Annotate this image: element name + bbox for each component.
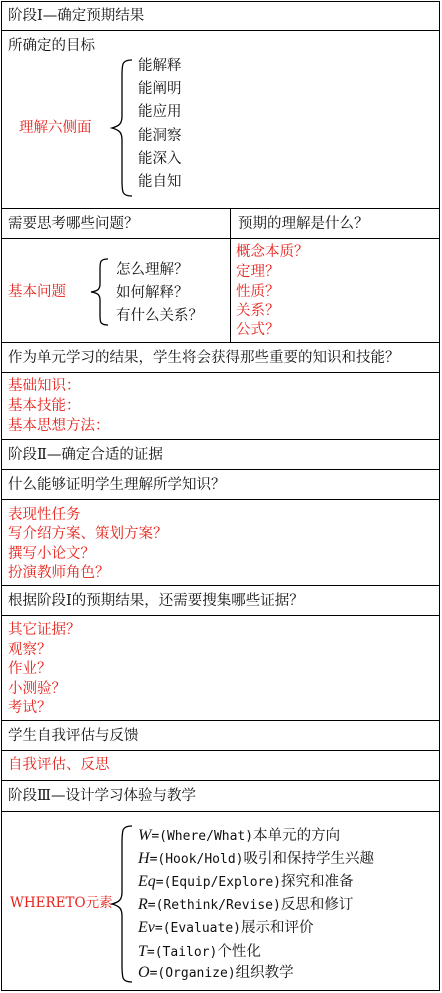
- understanding-item: 概念本质？: [236, 244, 309, 260]
- facet-item: 能深入: [138, 151, 182, 167]
- whereto-row: [2, 812, 439, 990]
- evidence-header: 根据阶段Ⅰ的预期结果，还需要搜集哪些证据？: [8, 593, 304, 609]
- performance-item: 撰写小论文？: [8, 546, 95, 562]
- other-evidence-item: 其它证据？: [8, 622, 81, 638]
- knowledge-item: 基本技能：: [8, 398, 81, 414]
- knowledge-item: 基础知识：: [8, 378, 81, 394]
- facet-item: 能自知: [138, 174, 182, 190]
- stage3-title-row: [2, 781, 439, 812]
- other-evidence-row: [2, 616, 439, 721]
- self-header: 学生自我评估与反馈: [8, 728, 139, 744]
- whereto-item-t: T=(Tailor)个性化: [138, 943, 261, 960]
- whereto-item-w: W=(Where/What)本单元的方向: [138, 827, 341, 844]
- self-header-row: [2, 721, 439, 751]
- performance-row: [2, 500, 439, 586]
- knowledge-items-row: [2, 373, 439, 440]
- performance-item: 表现性任务: [8, 507, 81, 523]
- whereto-item-h: H=(Hook/Hold)吸引和保持学生兴趣: [138, 850, 374, 867]
- understanding-header: 预期的理解是什么？: [238, 216, 369, 232]
- goals-label: 所确定的目标: [8, 38, 95, 54]
- stage3-title: 阶段Ⅲ—设计学习体验与教学: [8, 788, 196, 804]
- facet-item: 能阐明: [138, 81, 182, 97]
- basic-question-item: 怎么理解？: [116, 262, 189, 278]
- goals-row: [2, 31, 439, 209]
- basic-question-item: 如何解释？: [116, 285, 189, 301]
- stage2-title: 阶段Ⅱ—确定合适的证据: [8, 447, 163, 463]
- questions-header-row: [2, 209, 439, 239]
- knowledge-item: 基本思想方法：: [8, 418, 110, 434]
- prove-header: 什么能够证明学生理解所学知识？: [8, 477, 226, 493]
- whereto-item-eq: Eq=(Equip/Explore)探究和准备: [138, 873, 354, 890]
- self-item: 自我评估、反思: [8, 757, 110, 773]
- whereto-label: WHERETO元素: [10, 895, 113, 911]
- questions-header: 需要思考哪些问题？: [8, 216, 139, 232]
- whereto-item-ev: Ev=(Evaluate)展示和评价: [138, 919, 314, 936]
- facet-item: 能洞察: [138, 128, 182, 144]
- understanding-item: 公式？: [236, 322, 280, 338]
- whereto-item-o: O=(Organize)组织教学: [138, 964, 294, 981]
- performance-item: 写介绍方案、策划方案？: [8, 526, 168, 542]
- design-table: [1, 1, 440, 991]
- understanding-item: 定理？: [236, 264, 280, 280]
- whereto-brace: [106, 824, 136, 984]
- self-item-row: [2, 751, 439, 781]
- basic-question-item: 有什么关系？: [116, 308, 203, 324]
- basic-questions-row: [2, 239, 439, 343]
- performance-item: 扮演教师角色？: [8, 565, 110, 581]
- knowledge-header-row: [2, 343, 439, 373]
- stage1-title: 阶段Ⅰ—确定预期结果: [8, 8, 145, 24]
- facet-item: 能解释: [138, 58, 182, 74]
- prove-header-row: [2, 470, 439, 500]
- understanding-item: 关系？: [236, 303, 280, 319]
- basic-questions-label: 基本问题: [8, 284, 66, 300]
- six-facets-brace: [106, 58, 136, 198]
- basic-questions-brace: [86, 257, 112, 327]
- whereto-item-r: R=(Rethink/Revise)反思和修订: [138, 896, 354, 913]
- other-evidence-item: 观察？: [8, 642, 52, 658]
- understanding-item: 性质？: [236, 284, 280, 300]
- stage2-title-row: [2, 440, 439, 470]
- stage1-title-row: [2, 2, 439, 31]
- six-facets-label: 理解六侧面: [19, 120, 92, 136]
- evidence-header-row: [2, 586, 439, 616]
- facet-item: 能应用: [138, 104, 182, 120]
- other-evidence-item: 作业？: [8, 661, 52, 677]
- other-evidence-item: 小测验？: [8, 681, 66, 697]
- other-evidence-item: 考试？: [8, 700, 52, 716]
- knowledge-header: 作为单元学习的结果，学生将会获得那些重要的知识和技能？: [8, 350, 400, 366]
